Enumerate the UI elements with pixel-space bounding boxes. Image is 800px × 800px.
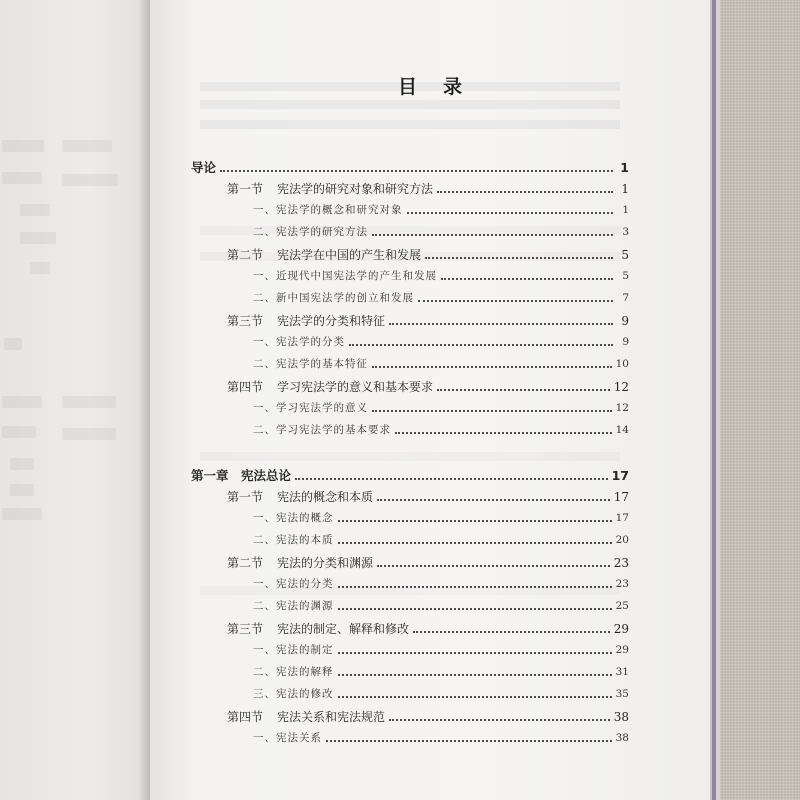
toc-page-number: 5 (621, 248, 629, 262)
toc-dot-leader (389, 322, 613, 325)
toc-section-title: 宪法学在中国的产生和发展 (277, 248, 422, 262)
toc-section-entry (227, 246, 629, 263)
toc-section-number: 第三节 (227, 622, 264, 636)
toc-page-number: 17 (615, 512, 629, 524)
bleed-through-text (4, 338, 22, 350)
toc-page-number: 38 (613, 710, 629, 724)
toc-dot-leader (441, 277, 613, 280)
toc-entry-label (227, 708, 385, 725)
toc-section-number: 第二节 (227, 556, 264, 570)
toc-dot-leader (372, 365, 612, 368)
toc-entry-label (227, 378, 433, 395)
bleed-through-text (20, 232, 56, 244)
toc-dot-leader (377, 564, 610, 567)
toc-page-number: 20 (615, 534, 629, 546)
left-page (0, 0, 150, 800)
toc-entry-label: 一、学习宪法学的意义 (253, 402, 368, 414)
bleed-through-text (2, 426, 36, 438)
toc-entry-label (227, 312, 385, 329)
toc-subsection-entry (253, 290, 629, 305)
toc-entry-label (227, 488, 373, 505)
toc-chapter-entry (191, 158, 629, 176)
bleed-through-text (62, 396, 116, 408)
toc-entry-label: 二、宪法的渊源 (253, 600, 334, 612)
toc-page-number: 38 (615, 732, 629, 744)
toc-page-number: 35 (615, 688, 629, 700)
toc-page-number: 9 (622, 336, 629, 348)
toc-entry-label: 二、宪法学的基本特征 (253, 358, 368, 370)
toc-subsection-entry (253, 664, 629, 679)
toc-subsection-entry (253, 202, 629, 217)
toc-section-number: 第一节 (227, 182, 264, 196)
toc-section-number: 第二节 (227, 248, 264, 262)
toc-page (150, 0, 710, 800)
toc-page-number: 17 (611, 468, 629, 483)
toc-entry-label: 一、宪法的概念 (253, 512, 334, 524)
toc-entry-label: 三、宪法的修改 (253, 688, 334, 700)
toc-page-number: 31 (615, 666, 629, 678)
toc-subsection-entry (253, 730, 629, 745)
toc-entry-label: 一、宪法学的分类 (253, 336, 345, 348)
toc-page-number: 1 (622, 204, 629, 216)
toc-dot-leader (413, 630, 610, 633)
toc-dot-leader (395, 431, 612, 434)
toc-page-number: 3 (622, 226, 629, 238)
toc-dot-leader (425, 256, 613, 259)
toc-entry-label (227, 246, 421, 263)
toc-dot-leader (338, 651, 612, 654)
toc-page-number: 29 (615, 644, 629, 656)
toc-page-number: 5 (622, 270, 629, 282)
toc-section-entry (227, 620, 629, 637)
toc-page-number: 14 (615, 424, 629, 436)
toc-entry-label: 一、宪法学的概念和研究对象 (253, 204, 403, 216)
toc-dot-leader (295, 477, 608, 480)
toc-section-entry (227, 488, 629, 505)
toc-page-number: 23 (615, 578, 629, 590)
toc-entry-label: 二、新中国宪法学的创立和发展 (253, 292, 414, 304)
toc-page-number: 23 (613, 556, 629, 570)
toc-entry-label: 导论 (191, 160, 217, 175)
toc-dot-leader (338, 541, 612, 544)
toc-section-number: 第四节 (227, 380, 264, 394)
toc-section-title: 学习宪法学的意义和基本要求 (277, 380, 434, 394)
toc-section-title: 宪法关系和宪法规范 (277, 710, 386, 724)
bleed-through-text (20, 204, 50, 216)
toc-page-number: 25 (615, 600, 629, 612)
toc-subsection-entry (253, 532, 629, 547)
toc-section-entry (227, 180, 629, 197)
bleed-through-text (2, 172, 42, 184)
toc-dot-leader (418, 299, 613, 302)
toc-entry-label: 一、近现代中国宪法学的产生和发展 (253, 270, 437, 282)
toc-dot-leader (407, 211, 614, 214)
toc-entry-label: 二、宪法学的研究方法 (253, 226, 368, 238)
toc-entry-label (227, 180, 433, 197)
toc-dot-leader (338, 695, 612, 698)
toc-section-title: 宪法的概念和本质 (277, 490, 374, 504)
toc-page-number: 17 (613, 490, 629, 504)
bleed-through-text (30, 262, 50, 274)
bleed-through-text (2, 396, 42, 408)
bleed-through-text (10, 458, 34, 470)
toc-subsection-entry (253, 224, 629, 239)
toc-chapter-entry (191, 466, 629, 484)
bleed-through-text (2, 140, 44, 152)
toc-subsection-entry (253, 400, 629, 415)
toc-subsection-entry (253, 510, 629, 525)
bleed-through-text (62, 174, 118, 186)
toc-entry-label: 二、宪法的解释 (253, 666, 334, 678)
toc-dot-leader (338, 607, 612, 610)
toc-section-title: 宪法的分类和渊源 (277, 556, 374, 570)
toc-page-number: 12 (613, 380, 629, 394)
bleed-through-text (62, 428, 116, 440)
toc-dot-leader (372, 233, 613, 236)
toc-entry-label (227, 554, 373, 571)
toc-list (150, 0, 710, 800)
page-stack-edge (716, 0, 720, 800)
toc-page-number: 9 (621, 314, 629, 328)
toc-dot-leader (338, 673, 612, 676)
toc-subsection-entry (253, 642, 629, 657)
toc-entry-label: 二、宪法的本质 (253, 534, 334, 546)
toc-section-entry (227, 708, 629, 725)
bleed-through-text (62, 140, 112, 152)
toc-page-number: 12 (615, 402, 629, 414)
toc-subsection-entry (253, 356, 629, 371)
toc-dot-leader (326, 739, 612, 742)
toc-section-number: 第四节 (227, 710, 264, 724)
toc-entry-label: 第一章 宪法总论 (191, 468, 292, 483)
toc-entry-label: 一、宪法的制定 (253, 644, 334, 656)
bleed-through-text (2, 508, 42, 520)
toc-subsection-entry (253, 268, 629, 283)
toc-subsection-entry (253, 686, 629, 701)
toc-section-entry (227, 554, 629, 571)
toc-section-title: 宪法的制定、解释和修改 (277, 622, 410, 636)
toc-dot-leader (437, 190, 613, 193)
toc-dot-leader (349, 343, 613, 346)
toc-section-entry (227, 312, 629, 329)
toc-dot-leader (220, 169, 613, 172)
toc-subsection-entry (253, 422, 629, 437)
bleed-through-text (10, 484, 34, 496)
toc-section-entry (227, 378, 629, 395)
toc-dot-leader (389, 718, 610, 721)
toc-page-number: 29 (613, 622, 629, 636)
toc-dot-leader (377, 498, 610, 501)
toc-section-title: 宪法学的研究对象和研究方法 (277, 182, 434, 196)
toc-section-number: 第三节 (227, 314, 264, 328)
toc-dot-leader (437, 388, 610, 391)
toc-subsection-entry (253, 334, 629, 349)
toc-entry-label: 一、宪法关系 (253, 732, 322, 744)
toc-page-number: 7 (622, 292, 629, 304)
toc-subsection-entry (253, 598, 629, 613)
toc-page-number: 1 (620, 160, 629, 175)
toc-subsection-entry (253, 576, 629, 591)
toc-entry-label (227, 620, 409, 637)
toc-page-number: 1 (621, 182, 629, 196)
toc-title: 目录 (397, 76, 488, 98)
toc-section-title: 宪法学的分类和特征 (277, 314, 386, 328)
toc-page-number: 10 (615, 358, 629, 370)
toc-dot-leader (338, 585, 612, 588)
toc-entry-label: 一、宪法的分类 (253, 578, 334, 590)
toc-entry-label: 二、学习宪法学的基本要求 (253, 424, 391, 436)
toc-section-number: 第一节 (227, 490, 264, 504)
toc-dot-leader (372, 409, 612, 412)
toc-dot-leader (338, 519, 612, 522)
